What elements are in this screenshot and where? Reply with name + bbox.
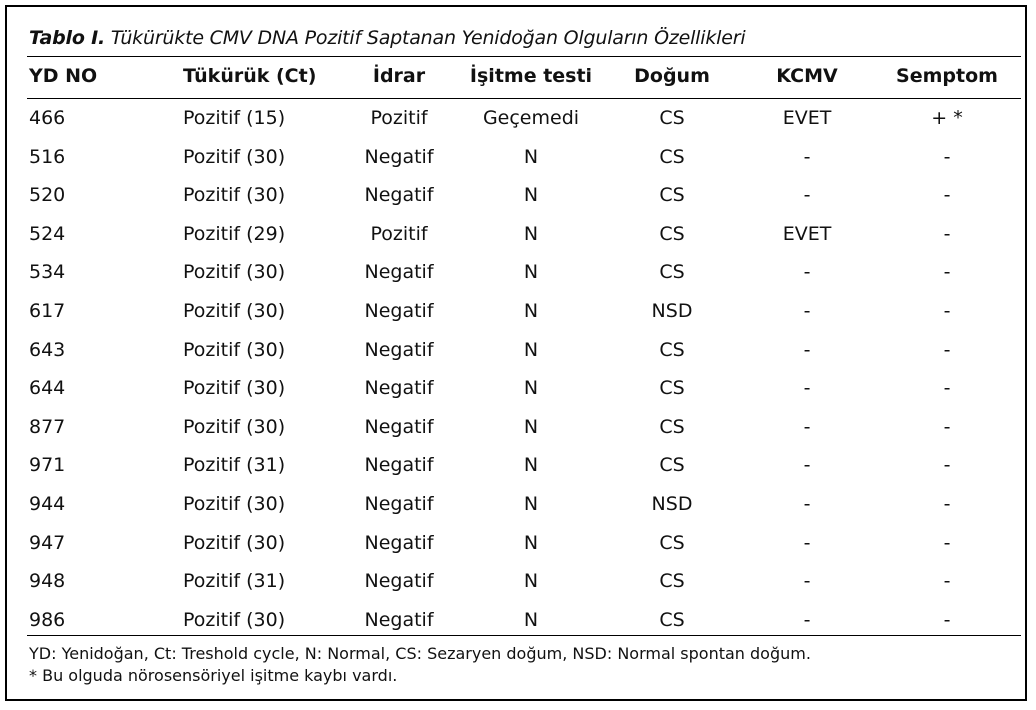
cell-tukuruk: Pozitif (31) bbox=[183, 454, 286, 477]
cell-isitme: N bbox=[523, 261, 539, 284]
table-row bbox=[7, 99, 1029, 138]
cell-tukuruk: Pozitif (31) bbox=[183, 570, 286, 593]
cell-isitme: N bbox=[523, 531, 539, 554]
cell-idrar: Negatif bbox=[364, 570, 434, 593]
cell-semptom: - bbox=[943, 377, 951, 400]
cell-semptom: - bbox=[943, 570, 951, 593]
cell-isitme: N bbox=[523, 454, 539, 477]
cell-tukuruk: Pozitif (30) bbox=[183, 531, 286, 554]
cell-tukuruk: Pozitif (30) bbox=[183, 608, 286, 631]
cell-semptom: - bbox=[943, 415, 951, 438]
table-title-label: Tablo I. bbox=[29, 27, 105, 49]
table-row bbox=[7, 524, 1029, 563]
cell-yd-no: 877 bbox=[29, 415, 66, 438]
cell-dogum: CS bbox=[659, 222, 685, 245]
cell-semptom: - bbox=[943, 338, 951, 361]
cell-kcmv: - bbox=[803, 570, 811, 593]
table-row bbox=[7, 562, 1029, 601]
cell-tukuruk: Pozitif (30) bbox=[183, 377, 286, 400]
cell-tukuruk: Pozitif (15) bbox=[183, 107, 286, 129]
cell-yd-no: 617 bbox=[29, 300, 66, 322]
table-row bbox=[7, 408, 1029, 447]
table-row bbox=[7, 176, 1029, 215]
cell-idrar: Negatif bbox=[364, 608, 434, 631]
cell-kcmv: - bbox=[803, 415, 811, 438]
cell-dogum: CS bbox=[659, 570, 685, 593]
cell-tukuruk: Pozitif (30) bbox=[183, 493, 286, 515]
cell-dogum: CS bbox=[659, 454, 685, 477]
cell-idrar: Negatif bbox=[364, 184, 434, 207]
cell-yd-no: 944 bbox=[29, 493, 66, 515]
cell-tukuruk: Pozitif (30) bbox=[183, 415, 286, 438]
cell-dogum: CS bbox=[659, 261, 685, 284]
cell-tukuruk: Pozitif (30) bbox=[183, 145, 286, 168]
table-frame bbox=[5, 5, 1027, 701]
header-tukuruk: Tükürük (Ct) bbox=[183, 65, 317, 87]
cell-idrar: Negatif bbox=[364, 300, 434, 322]
cell-yd-no: 986 bbox=[29, 608, 66, 631]
cell-yd-no: 524 bbox=[29, 222, 66, 245]
cell-kcmv: - bbox=[803, 493, 811, 515]
cell-yd-no: 947 bbox=[29, 531, 66, 554]
cell-semptom: - bbox=[943, 261, 951, 284]
cell-tukuruk: Pozitif (29) bbox=[183, 222, 286, 245]
cell-yd-no: 948 bbox=[29, 570, 66, 593]
cell-isitme: N bbox=[523, 300, 539, 322]
header-kcmv: KCMV bbox=[776, 65, 838, 87]
cell-idrar: Pozitif bbox=[370, 107, 428, 129]
cell-yd-no: 520 bbox=[29, 184, 66, 207]
header-dogum: Doğum bbox=[634, 65, 710, 87]
cell-isitme: N bbox=[523, 222, 539, 245]
cell-tukuruk: Pozitif (30) bbox=[183, 338, 286, 361]
cell-dogum: CS bbox=[659, 415, 685, 438]
cell-semptom: + * bbox=[931, 107, 963, 129]
cell-semptom: - bbox=[943, 145, 951, 168]
table-row bbox=[7, 369, 1029, 408]
cell-isitme: N bbox=[523, 493, 539, 515]
table-row bbox=[7, 253, 1029, 292]
cell-idrar: Negatif bbox=[364, 454, 434, 477]
cell-idrar: Negatif bbox=[364, 493, 434, 515]
cell-semptom: - bbox=[943, 454, 951, 477]
cell-isitme: N bbox=[523, 184, 539, 207]
cell-yd-no: 643 bbox=[29, 338, 66, 361]
header-row bbox=[7, 57, 1029, 96]
cell-kcmv: - bbox=[803, 300, 811, 322]
table-row bbox=[7, 446, 1029, 485]
cell-kcmv: - bbox=[803, 338, 811, 361]
cell-idrar: Pozitif bbox=[370, 222, 428, 245]
cell-semptom: - bbox=[943, 184, 951, 207]
cell-dogum: CS bbox=[659, 338, 685, 361]
cell-isitme: N bbox=[523, 570, 539, 593]
table-row bbox=[7, 138, 1029, 177]
bottom-rule bbox=[27, 635, 1021, 636]
cell-idrar: Negatif bbox=[364, 261, 434, 284]
header-idrar: İdrar bbox=[372, 65, 426, 87]
cell-isitme: N bbox=[523, 145, 539, 168]
cell-dogum: CS bbox=[659, 107, 685, 129]
table-row bbox=[7, 215, 1029, 254]
footnote-abbreviations: YD: Yenidoğan, Ct: Treshold cycle, N: Normal, CS: Sezaryen doğum, NSD: Normal spontan doğum. bbox=[29, 644, 811, 663]
cell-idrar: Negatif bbox=[364, 415, 434, 438]
table-row bbox=[7, 331, 1029, 370]
cell-tukuruk: Pozitif (30) bbox=[183, 184, 286, 207]
cell-isitme: N bbox=[523, 377, 539, 400]
header-yd-no: YD NO bbox=[29, 65, 98, 87]
cell-idrar: Negatif bbox=[364, 377, 434, 400]
cell-kcmv: - bbox=[803, 184, 811, 207]
cell-dogum: CS bbox=[659, 184, 685, 207]
cell-dogum: CS bbox=[659, 531, 685, 554]
cell-kcmv: - bbox=[803, 377, 811, 400]
cell-kcmv: - bbox=[803, 531, 811, 554]
cell-isitme: N bbox=[523, 608, 539, 631]
cell-kcmv: - bbox=[803, 454, 811, 477]
cell-kcmv: - bbox=[803, 608, 811, 631]
cell-tukuruk: Pozitif (30) bbox=[183, 261, 286, 284]
header-isitme: İşitme testi bbox=[469, 65, 593, 87]
cell-idrar: Negatif bbox=[364, 145, 434, 168]
cell-tukuruk: Pozitif (30) bbox=[183, 300, 286, 322]
cell-dogum: CS bbox=[659, 608, 685, 631]
cell-kcmv: EVET bbox=[782, 107, 832, 129]
footnote-asterisk: * Bu olguda nörosensöriyel işitme kaybı vardı. bbox=[29, 666, 398, 685]
cell-yd-no: 534 bbox=[29, 261, 66, 284]
cell-semptom: - bbox=[943, 493, 951, 515]
header-semptom: Semptom bbox=[896, 65, 998, 87]
cell-semptom: - bbox=[943, 222, 951, 245]
cell-yd-no: 644 bbox=[29, 377, 66, 400]
cell-semptom: - bbox=[943, 608, 951, 631]
cell-dogum: CS bbox=[659, 145, 685, 168]
table-title-text: Tükürükte CMV DNA Pozitif Saptanan Yenidoğan Olguların Özellikleri bbox=[110, 27, 746, 49]
cell-dogum: NSD bbox=[651, 493, 693, 515]
cell-kcmv: - bbox=[803, 261, 811, 284]
cell-dogum: CS bbox=[659, 377, 685, 400]
table-row bbox=[7, 601, 1029, 640]
cell-dogum: NSD bbox=[651, 300, 693, 322]
cell-kcmv: EVET bbox=[782, 222, 832, 245]
footnotes bbox=[29, 643, 811, 687]
table-row bbox=[7, 485, 1029, 524]
cell-idrar: Negatif bbox=[364, 338, 434, 361]
cell-isitme: Geçemedi bbox=[482, 107, 580, 129]
table-row bbox=[7, 292, 1029, 331]
cell-isitme: N bbox=[523, 415, 539, 438]
cell-yd-no: 971 bbox=[29, 454, 66, 477]
cell-yd-no: 516 bbox=[29, 145, 66, 168]
cell-idrar: Negatif bbox=[364, 531, 434, 554]
cell-kcmv: - bbox=[803, 145, 811, 168]
cell-semptom: - bbox=[943, 531, 951, 554]
cell-semptom: - bbox=[943, 300, 951, 322]
table-title bbox=[29, 27, 745, 49]
cell-isitme: N bbox=[523, 338, 539, 361]
cell-yd-no: 466 bbox=[29, 107, 66, 129]
